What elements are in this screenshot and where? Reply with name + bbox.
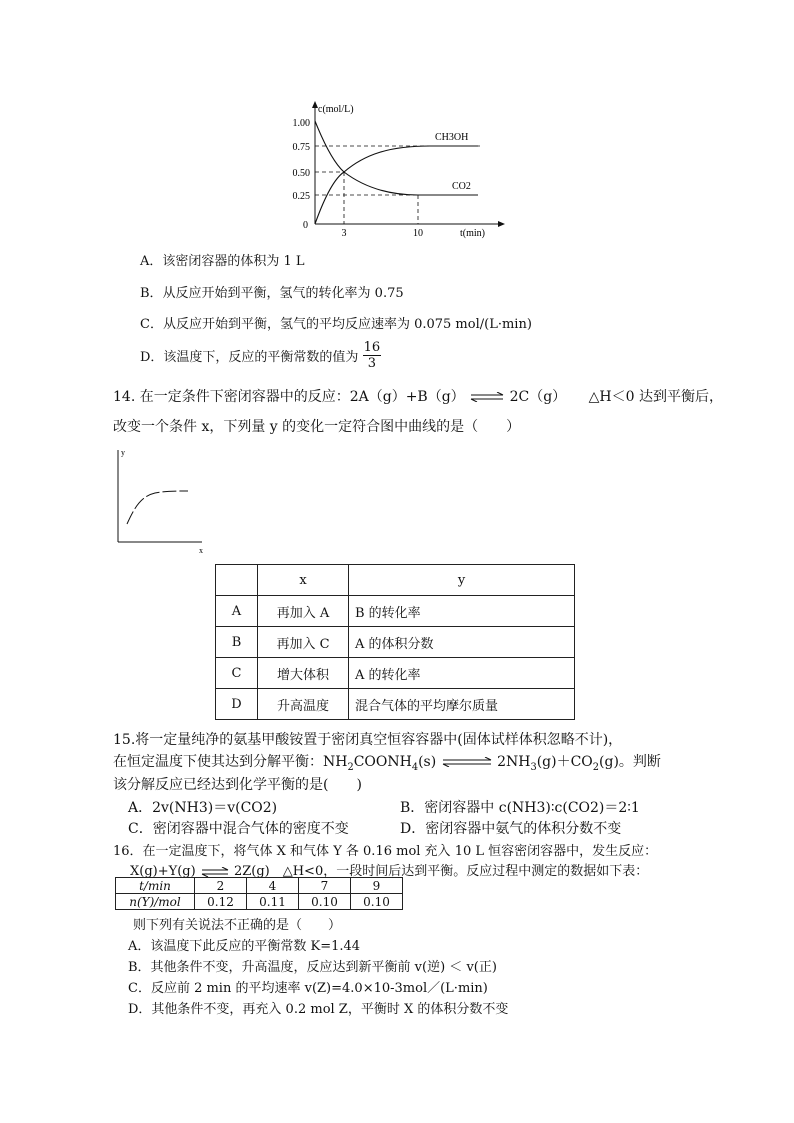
q15-line2-d: 2NH (497, 754, 531, 770)
q15-line2-c: (s) (418, 754, 437, 770)
q15-line3: 该分解反应已经达到化学平衡的是( ) (113, 777, 362, 793)
table-header-row (116, 878, 403, 894)
equilibrium-arrow-icon (469, 392, 505, 402)
concentration-time-graph (280, 96, 510, 241)
table-cell: 再加入 C (258, 627, 349, 658)
table-cell: 7 (299, 878, 351, 894)
q15-option-c: C．密闭容器中混合气体的密度不变 (128, 821, 349, 837)
q15-line2-a: 在恒定温度下使其达到分解平衡：NH (113, 754, 348, 770)
q15-option-a: A．2v(NH3)＝v(CO2) (128, 800, 278, 816)
q16-line1: 16．在一定温度下，将气体 X 和气体 Y 各 0.16 mol 充入 10 L 恒容密闭容器中，发生反应： (113, 844, 658, 859)
q14-graph-x-label: x (199, 546, 203, 555)
y-tick-050: 0.50 (292, 168, 310, 179)
table-cell: A (216, 596, 258, 627)
q15-option-b: B．密闭容器中 c(NH3)∶c(CO2)＝2∶1 (400, 800, 640, 816)
q13-option-c: C．从反应开始到平衡，氢气的平均反应速率为 0.075 mol/(L·min) (140, 317, 532, 332)
fraction-numerator: 16 (363, 340, 381, 355)
q16-prompt: 则下列有关说法不正确的是（ ） (133, 918, 342, 933)
q14-stem-part1: 14. 在一定条件下密闭容器中的反应：2A（g）+B（g） (113, 389, 465, 405)
table-row (216, 658, 575, 689)
table-row (216, 689, 575, 720)
table-cell: y (349, 565, 575, 596)
series-label-ch3oh: CH3OH (435, 132, 469, 143)
table-cell: D (216, 689, 258, 720)
table-header-row (216, 565, 575, 596)
table-cell: 混合气体的平均摩尔质量 (349, 689, 575, 720)
q16-table (115, 877, 403, 910)
table-row (116, 894, 403, 910)
equilibrium-arrow-icon (441, 757, 493, 767)
table-cell: 0.11 (247, 894, 299, 910)
x-axis-label: t(min) (460, 228, 485, 239)
q15-line1: 15.将一定量纯净的氨基甲酸铵置于密闭真空恒容容器中(固体试样体积忽略不计)， (113, 732, 623, 748)
q16-line2-a: X(g)+Y(g) (130, 864, 196, 879)
table-cell: n(Y)/mol (116, 894, 195, 910)
q15-option-d: D．密闭容器中氨气的体积分数不变 (400, 821, 622, 837)
y-tick-0: 0 (303, 220, 308, 231)
table-cell: 9 (351, 878, 403, 894)
q16-option-b: B．其他条件不变，升高温度，反应达到新平衡前 v(逆) ＜ v(正) (128, 960, 497, 975)
equilibrium-arrow-icon (200, 867, 230, 877)
x-tick-10: 10 (413, 228, 423, 239)
table-cell: 增大体积 (258, 658, 349, 689)
q14-stem (113, 386, 723, 406)
y-tick-1: 1.00 (292, 118, 310, 129)
y-axis-label: c(mol/L) (318, 104, 354, 115)
series-label-co2: CO2 (452, 181, 471, 192)
table-cell: B (216, 627, 258, 658)
q13-option-d-text: D．该温度下，反应的平衡常数的值为 (140, 350, 359, 365)
table-cell: 再加入 A (258, 596, 349, 627)
q14-graph-y-label: y (121, 448, 125, 457)
q16-option-d: D．其他条件不变，再充入 0.2 mol Z，平衡时 X 的体积分数不变 (128, 1002, 509, 1017)
q15-line2-e: (g)＋CO (536, 754, 593, 770)
table-cell: B 的转化率 (349, 596, 575, 627)
q16-option-a: A．该温度下此反应的平衡常数 K=1.44 (128, 939, 361, 954)
q13-option-a: A．该密闭容器的体积为 1 L (140, 254, 305, 269)
table-cell: 0.10 (351, 894, 403, 910)
table-cell: 4 (247, 878, 299, 894)
q15-line2-b: COONH (353, 754, 412, 770)
table-row (216, 627, 575, 658)
q14-stem-part2: 2C（g） (509, 389, 567, 405)
q13-option-d (140, 340, 381, 371)
q14-stem-line2: 改变一个条件 x，下列量 y 的变化一定符合图中曲线的是（ ） (113, 419, 521, 435)
y-tick-025: 0.25 (292, 191, 310, 202)
table-cell: x (258, 565, 349, 596)
table-cell (216, 565, 258, 596)
table-row (216, 596, 575, 627)
q13-option-b: B．从反应开始到平衡，氢气的转化率为 0.75 (140, 286, 404, 301)
q15-line2: 在恒定温度下使其达到分解平衡：$NH_2COONH_4(s)$ $2NH_3(g)+CO_2(g)$。判断 (113, 754, 661, 773)
x-tick-3: 3 (341, 228, 347, 239)
table-cell: 0.10 (299, 894, 351, 910)
table-cell: C (216, 658, 258, 689)
q14-stem-part3: △H＜0 达到平衡后， (588, 389, 723, 405)
table-cell: A 的转化率 (349, 658, 575, 689)
table-cell: 升高温度 (258, 689, 349, 720)
q15-line2-f: (g)。判断 (599, 754, 661, 770)
table-cell: A 的体积分数 (349, 627, 575, 658)
y-tick-075: 0.75 (292, 142, 310, 153)
q16-option-c: C．反应前 2 min 的平均速率 v(Z)=4.0×10-3mol／(L·min) (128, 981, 488, 996)
fraction (363, 340, 382, 371)
table-cell: 0.12 (195, 894, 247, 910)
table-cell: t/min (116, 878, 195, 894)
q16-line2-b: 2Z(g) △H<0，一段时间后达到平衡。反应过程中测定的数据如下表： (233, 864, 649, 879)
fraction-denominator: 3 (367, 356, 376, 371)
table-cell: 2 (195, 878, 247, 894)
q14-curve-graph (110, 446, 210, 558)
q14-table (215, 564, 575, 720)
